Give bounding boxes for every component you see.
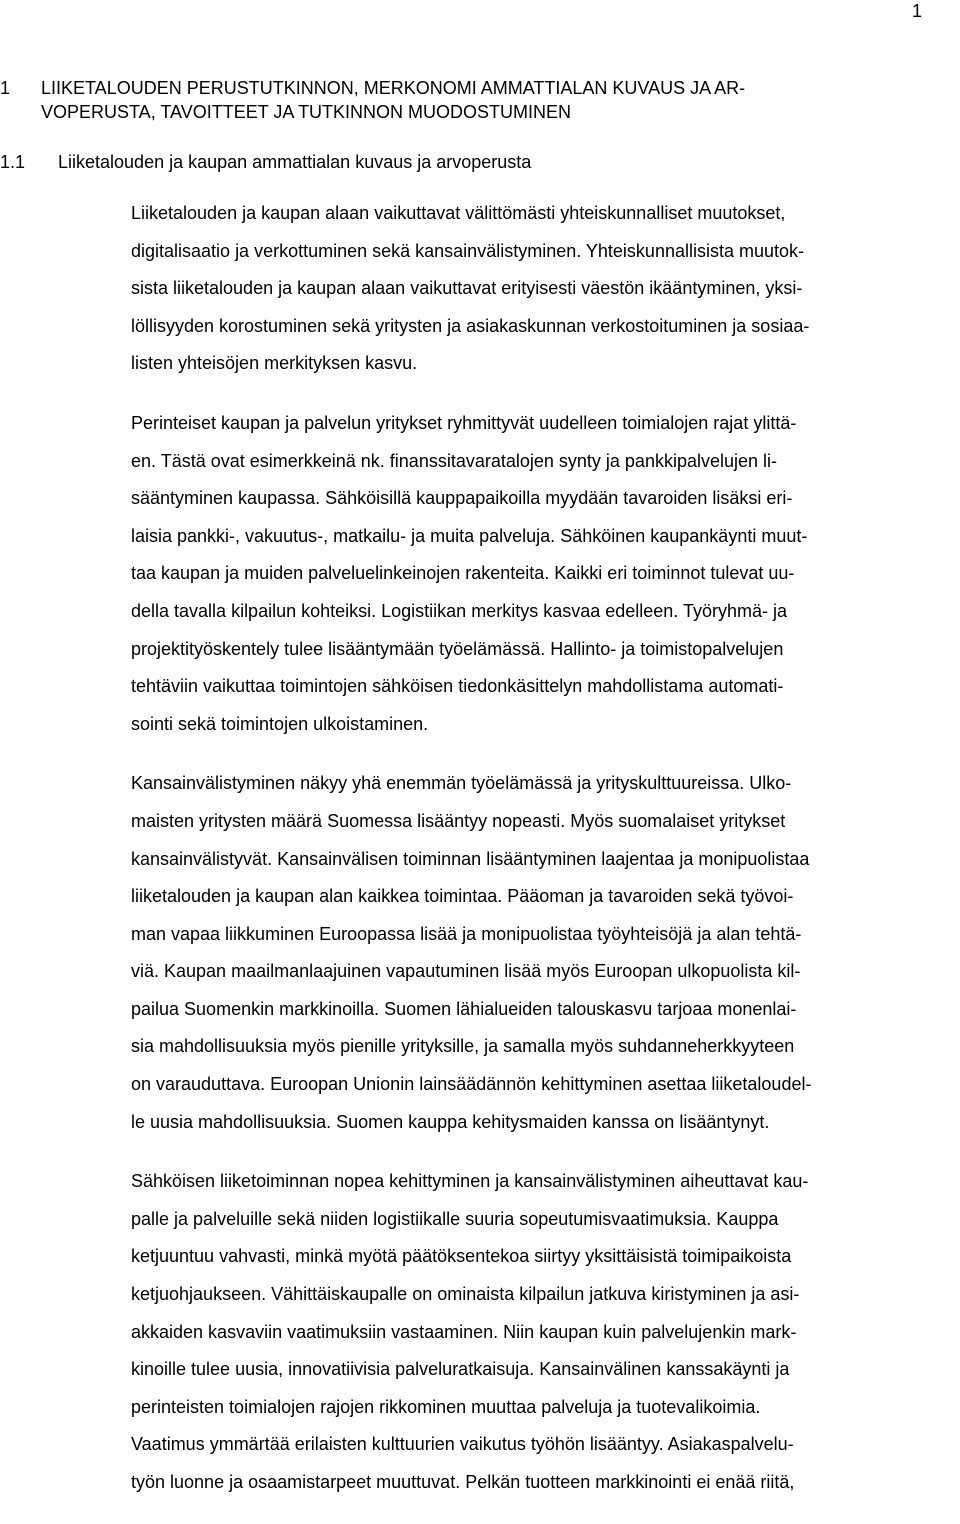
page-number: 1 [911,1,922,21]
paragraph-line: löllisyyden korostuminen sekä yritysten ja asiakaskunnan verkostoituminen ja sosiaa- [131,315,810,336]
heading-number: 1 [0,78,11,98]
paragraph-line: on varauduttava. Euroopan Unionin lainsäädännön kehittyminen asettaa liiketaloudel- [131,1074,812,1095]
paragraph [131,195,959,383]
paragraph-line: työn luonne ja osaamistarpeet muuttuvat. Pelkän tuotteen markkinointi ei enää riitä, [131,1472,795,1492]
paragraph-line: Liiketalouden ja kaupan alaan vaikuttavat välittömästi yhteiskunnalliset muutokset, [131,203,786,223]
paragraph-line: tehtäviin vaikuttaa toimintojen sähköisen tiedonkäsittelyn mahdollistama automati- [131,676,784,697]
paragraph-line: laisia pankki-, vakuutus-, matkailu- ja muita palveluja. Sähköinen kaupankäynti muut- [131,525,808,546]
paragraph-line: sia mahdollisuuksia myös pienille yrityksille, ja samalla myös suhdanneherkkyyteen [131,1036,795,1057]
section-title: Liiketalouden ja kaupan ammattialan kuvaus ja arvoperusta [58,152,532,172]
paragraph-line: della tavalla kilpailun kohteiksi. Logistiikan merkitys kasvaa edelleen. Työryhmä- ja [131,600,787,621]
paragraph-line: liiketalouden ja kaupan alan kaikkea toimintaa. Pääoman ja tavaroiden sekä työvoi- [131,886,794,907]
paragraph-line: sääntyminen kaupassa. Sähköisillä kauppapaikoilla myydään tavaroiden lisäksi eri- [131,488,793,509]
heading-line: VOPERUSTA, TAVOITTEET JA TUTKINNON MUODOSTUMINEN [41,102,572,122]
paragraph-line: kansainvälistyvät. Kansainvälisen toiminnan lisääntyminen laajentaa ja monipuolistaa [131,848,810,869]
paragraph [131,1163,959,1501]
paragraph-line: Perinteiset kaupan ja palvelun yritykset ryhmittyvät uudelleen toimialojen rajat ylittä- [131,412,797,433]
paragraph-line: taa kaupan ja muiden palveluelinkeinojen rakenteita. Kaikki eri toiminnot tulevat uu- [131,563,795,584]
paragraph-line: Sähköisen liiketoiminnan nopea kehittyminen ja kansainvälistyminen aiheuttavat kau- [131,1171,809,1192]
paragraph [131,765,959,1141]
paragraph-line: ketjuohjaukseen. Vähittäiskaupalle on ominaista kilpailun jatkuva kiristyminen ja asi- [131,1284,800,1305]
heading-line: LIIKETALOUDEN PERUSTUTKINNON, MERKONOMI AMMATTIALAN KUVAUS JA AR- [41,78,746,98]
main-heading [0,76,940,124]
paragraph-line: listen yhteisöjen merkityksen kasvu. [131,353,418,374]
paragraph-line: palle ja palveluille sekä niiden logistiikalle suuria sopeutumisvaatimuksia. Kauppa [131,1208,779,1229]
paragraph-line: perinteisten toimialojen rajojen rikkominen muuttaa palveluja ja tuotevalikoimia. [131,1396,761,1417]
paragraph-line: ketjuuntuu vahvasti, minkä myötä päätöksentekoa siirtyy yksittäisistä toimipaikoista [131,1246,792,1267]
paragraph-line: sista liiketalouden ja kaupan alaan vaikuttavat erityisesti väestön ikääntyminen, yksi- [131,278,803,299]
paragraph-line: maisten yritysten määrä Suomessa lisääntyy nopeasti. Myös suomalaiset yritykset [131,810,786,831]
paragraph-line: viä. Kaupan maailmanlaajuinen vapautuminen lisää myös Euroopan ulkopuolista kil- [131,961,801,982]
paragraph-line: Vaatimus ymmärtää erilaisten kulttuurien vaikutus työhön lisääntyy. Asiakaspalvelu- [131,1434,794,1455]
paragraph-line: le uusia mahdollisuuksia. Suomen kauppa kehitysmaiden kanssa on lisääntynyt. [131,1111,770,1132]
paragraph-line: man vapaa liikkuminen Euroopassa lisää ja monipuolistaa työyhteisöjä ja alan tehtä- [131,923,802,944]
section-heading [0,150,531,174]
paragraph-line: sointi sekä toimintojen ulkoistaminen. [131,713,429,734]
body-text [131,195,959,1524]
paragraph-line: digitalisaatio ja verkottuminen sekä kansainvälistyminen. Yhteiskunnallisista muutok- [131,240,805,261]
paragraph-line: akkaiden kasvaviin vaatimuksiin vastaaminen. Niin kaupan kuin palvelujenkin mark- [131,1321,797,1342]
section-number: 1.1 [0,152,26,172]
paragraph-line: projektityöskentely tulee lisääntymään työelämässä. Hallinto- ja toimistopalvelujen [131,638,784,659]
paragraph-line: en. Tästä ovat esimerkkeinä nk. finanssitavaratalojen synty ja pankkipalvelujen li- [131,450,778,471]
paragraph-line: pailua Suomenkin markkinoilla. Suomen lähialueiden talouskasvu tarjoaa monenlai- [131,998,797,1019]
paragraph-line: Kansainvälistyminen näkyy yhä enemmän työelämässä ja yrityskulttuureissa. Ulko- [131,773,792,794]
paragraph [131,405,959,743]
paragraph-line: kinoille tulee uusia, innovatiivisia palveluratkaisuja. Kansainvälinen kanssakäynti ja [131,1359,790,1380]
